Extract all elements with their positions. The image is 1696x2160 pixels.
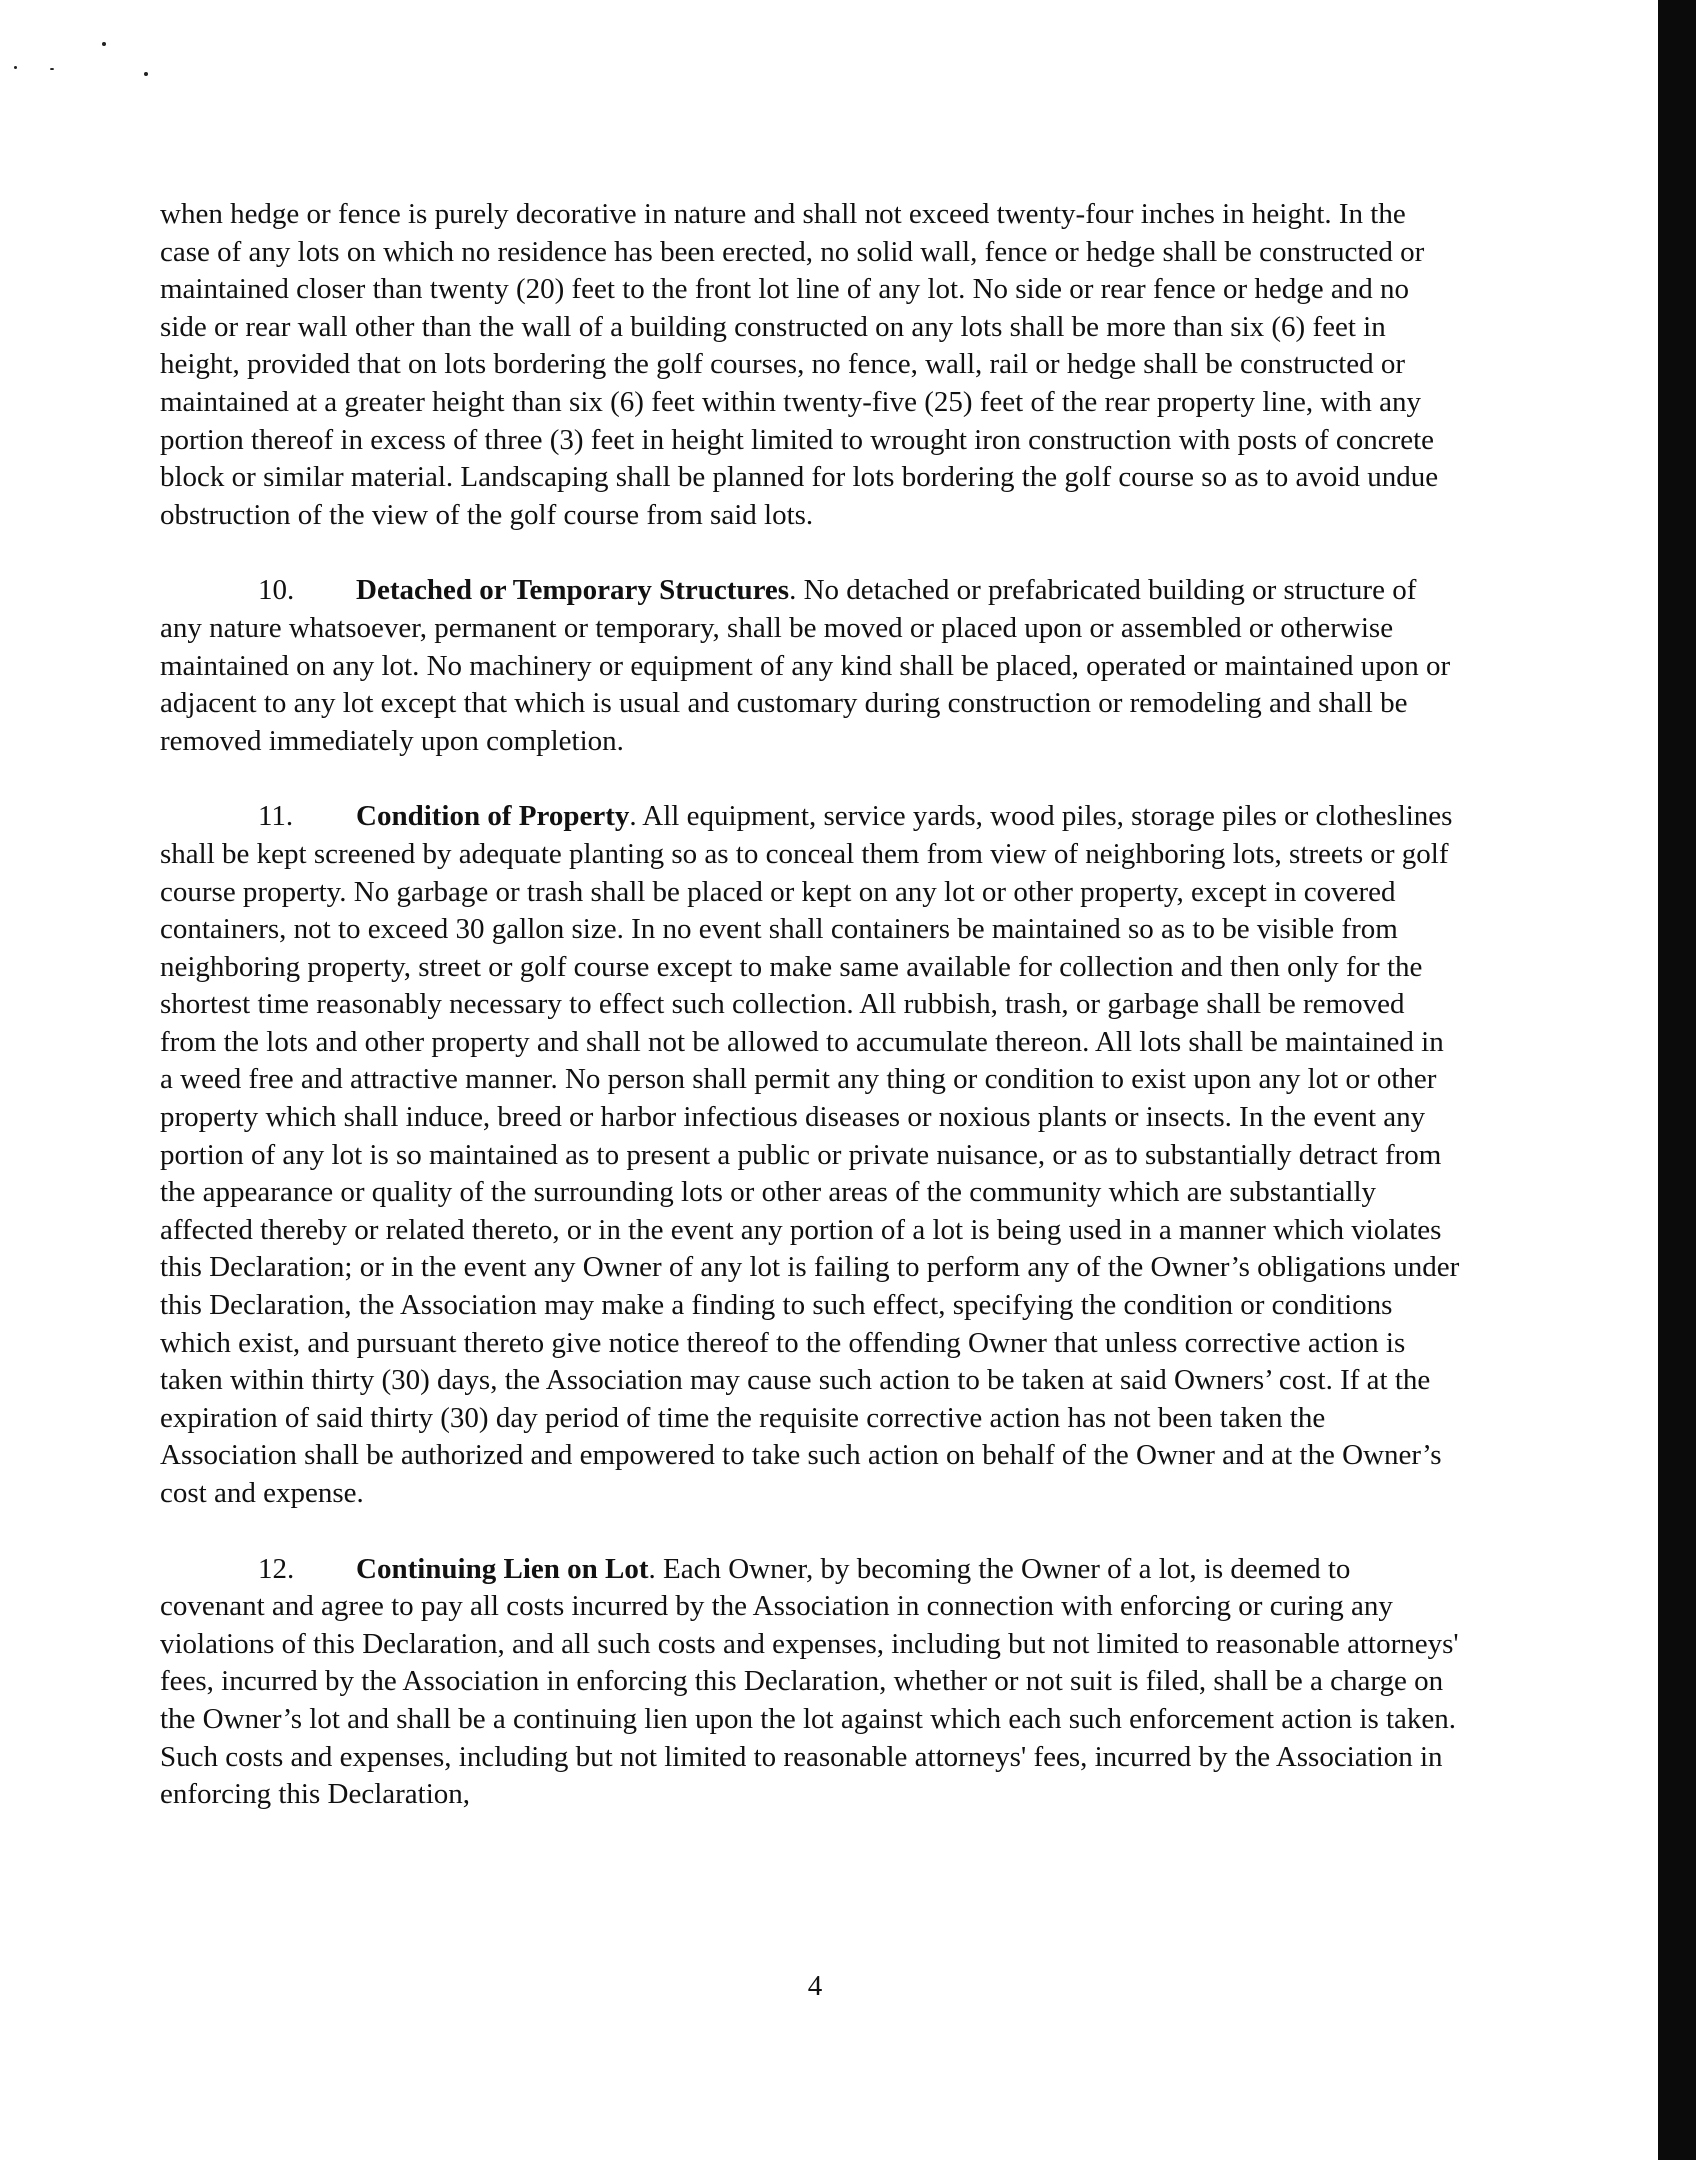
scan-edge-shadow xyxy=(1658,0,1696,2160)
scan-specks xyxy=(0,0,200,100)
section-number: 10. xyxy=(258,574,295,607)
section-heading: Condition of Property xyxy=(356,800,630,833)
document-body xyxy=(160,196,1460,1852)
continued-paragraph: when hedge or fence is purely decorative in nature and shall not exceed twenty-four inches in height. In the case of any lots on which no residence has been erected, no solid wall, fence or hedge shall be constructed or maintained closer than twenty (20) feet to the front lot line of any lot. No side or rear fence or hedge and no side or rear wall other than the wall of a building constructed on any lots shall be more than six (6) feet in height, provided that on lots bordering the golf courses, no fence, wall, rail or hedge shall be constructed or maintained at a greater height than six (6) feet within twenty-five (25) feet of the rear property line, with any portion thereof in excess of three (3) feet in height limited to wrought iron construction with posts of concrete block or similar material. Landscaping shall be planned for lots bordering the golf course so as to avoid undue obstruction of the view of the golf course from said lots. xyxy=(160,198,1439,531)
scan-speck xyxy=(144,72,148,76)
section-12 xyxy=(160,1551,1460,1814)
section-text: . All equipment, service yards, wood piles, storage piles or clotheslines shall be kept screened by adequate planting so as to conceal them from view of neighboring lots, streets or golf course property. No garbage or trash shall be placed or kept on any lot or other property, except in covered containers, not to exceed 30 gallon size. In no event shall containers be maintained so as to be visible from neighboring property, street or golf course except to make same available for collection and then only for the shortest time reasonably necessary to effect such collection. All rubbish, trash, or garbage shall be removed from the lots and other property and shall not be allowed to accumulate thereon. All lots shall be maintained in a weed free and attractive manner. No person shall permit any thing or condition to exist upon any lot or other property which shall induce, breed or harbor infectious diseases or noxious plants or insects. In the event any portion of any lot is so maintained as to present a public or private nuisance, or as to substantially detract from the appearance or quality of the surrounding lots or other areas of the community which are substantially affected thereby or related thereto, or in the event any portion of a lot is being used in a manner which violates this Declaration; or in the event any Owner of any lot is failing to perform any of the Owner’s obligations under this Declaration, the Association may make a finding to such effect, specifying the condition or conditions which exist, and pursuant thereto give notice thereof to the offending Owner that unless corrective action is taken within thirty (30) days, the Association may cause such action to be taken at said Owners’ cost. If at the expiration of said thirty (30) day period of time the requisite corrective action has not been taken the Association shall be authorized and empowered to take such action on behalf of the Owner and at the Owner’s cost and expense. xyxy=(160,800,1460,1509)
page-number: 4 xyxy=(807,1970,823,2002)
section-number: 11. xyxy=(258,800,294,833)
section-number: 12. xyxy=(258,1552,295,1585)
section-text: . No detached or prefabricated building or structure of any nature whatsoever, permanent or temporary, shall be moved or placed upon or assembled or otherwise maintained on any lot. No machinery or equipment of any kind shall be placed, operated or maintained upon or adjacent to any lot except that which is usual and customary during construction or remodeling and shall be removed immediately upon completion. xyxy=(160,574,1451,757)
section-11 xyxy=(160,798,1460,1512)
section-10 xyxy=(160,572,1460,760)
section-heading: Detached or Temporary Structures xyxy=(356,574,790,607)
scan-speck xyxy=(14,66,17,69)
section-heading: Continuing Lien on Lot xyxy=(356,1552,649,1585)
scan-speck xyxy=(102,42,106,46)
scan-speck xyxy=(50,68,54,70)
section-text: . Each Owner, by becoming the Owner of a lot, is deemed to covenant and agree to pay all costs incurred by the Association in connection with enforcing or curing any violations of this Declaration, and all such costs and expenses, including but not limited to reasonable attorneys' fees, incurred by the Association in enforcing this Declaration, whether or not suit is filed, shall be a charge on the Owner’s lot and shall be a continuing lien upon the lot against which each such enforcement action is taken. Such costs and expenses, including but not limited to reasonable attorneys' fees, incurred by the Association in enforcing this Declaration, xyxy=(160,1552,1459,1811)
